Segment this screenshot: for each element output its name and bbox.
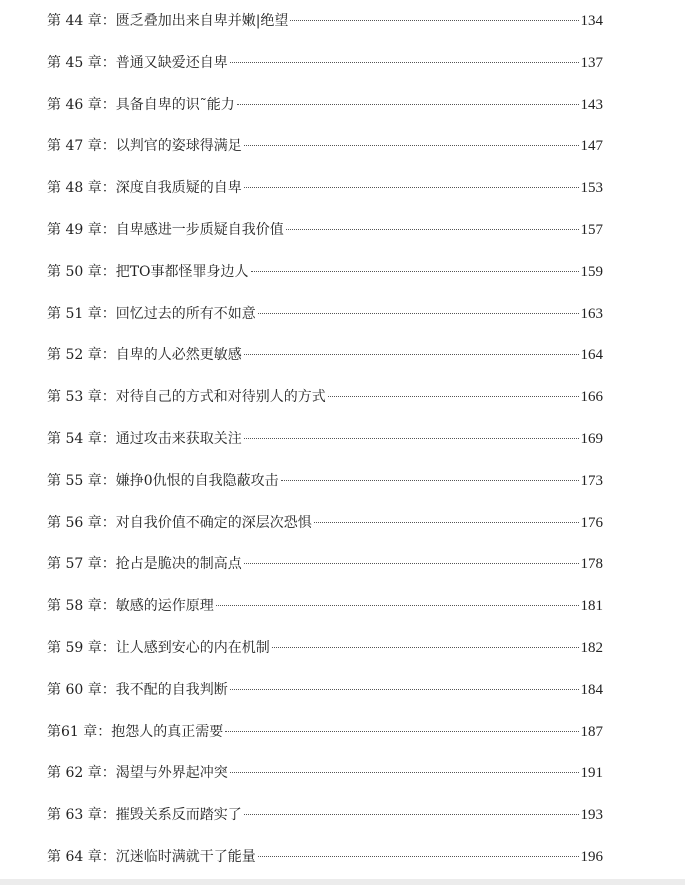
toc-entry[interactable] [47, 259, 603, 301]
toc-chapter-number: 第 48 章 [47, 180, 102, 197]
toc-separator: ： [101, 13, 116, 29]
toc-chapter-number: 第 59 章 [47, 639, 102, 656]
toc-separator: ： [101, 96, 116, 113]
toc-separator: ： [101, 639, 116, 656]
toc-chapter-number: 第 58 章 [47, 598, 102, 615]
toc-chapter-number: 第 46 章 [47, 96, 102, 113]
toc-separator: ： [101, 765, 116, 782]
toc-dot-leader [230, 689, 579, 690]
toc-chapter-title: 自卑感进一步质疑自我价值 [115, 221, 284, 238]
toc-dot-leader [244, 145, 579, 146]
toc-dot-leader [328, 396, 579, 397]
toc-chapter-title: 普通又缺爱还自卑 [115, 54, 228, 71]
toc-chapter-title: 抢占是脆决的制高点 [115, 556, 242, 573]
toc-entry[interactable] [47, 92, 603, 134]
toc-chapter-title: 匮乏叠加出来自卑并嫩|绝望 [115, 13, 289, 29]
toc-entry[interactable] [47, 593, 603, 635]
toc-page-number: 169 [580, 430, 603, 447]
toc-chapter-number: 第 54 章 [47, 430, 102, 447]
toc-entry[interactable] [47, 802, 603, 844]
toc-dot-leader [237, 104, 579, 105]
toc-page-number: 163 [580, 305, 603, 322]
toc-chapter-number: 第 44 章 [47, 13, 102, 29]
toc-chapter-number: 第 64 章 [47, 848, 102, 865]
toc-page-number: 159 [580, 263, 603, 280]
toc-page-number: 178 [580, 556, 603, 573]
toc-page-number: 191 [580, 765, 603, 782]
toc-separator: ： [101, 848, 116, 865]
toc-dot-leader [286, 229, 579, 230]
toc-chapter-title: 抱怨人的真正需要 [111, 723, 224, 740]
toc-chapter-title: 对自我价值不确定的深层次恐惧 [115, 514, 312, 531]
toc-page-number: 173 [580, 472, 603, 489]
toc-dot-leader [290, 20, 578, 21]
toc-entry[interactable] [47, 760, 603, 802]
toc-entry[interactable] [47, 426, 603, 468]
toc-chapter-number: 第 51 章 [47, 305, 102, 322]
toc-dot-leader [230, 772, 579, 773]
toc-separator: ： [97, 723, 112, 740]
toc-separator: ： [101, 221, 116, 238]
toc-chapter-number: 第 53 章 [47, 389, 102, 406]
toc-separator: ： [101, 430, 116, 447]
toc-separator: ： [101, 180, 116, 197]
toc-entry[interactable] [47, 551, 603, 593]
toc-page-number: 134 [580, 13, 603, 29]
toc-dot-leader [244, 187, 579, 188]
toc-entry[interactable] [47, 175, 603, 217]
toc-chapter-title: 敏感的运作原理 [115, 598, 214, 615]
toc-chapter-number: 第 60 章 [47, 681, 102, 698]
toc-page-number: 181 [580, 598, 603, 615]
page-bottom-edge [0, 879, 685, 885]
toc-chapter-number: 第 52 章 [47, 347, 102, 364]
toc-page-number: 137 [580, 54, 603, 71]
toc-dot-leader [314, 522, 579, 523]
toc-entry[interactable] [47, 677, 603, 719]
toc-separator: ： [101, 472, 116, 489]
toc-chapter-title: 深度自我质疑的自卑 [115, 180, 242, 197]
toc-chapter-number: 第 63 章 [47, 807, 102, 824]
toc-chapter-title: 通过攻击来获取关注 [115, 430, 242, 447]
toc-chapter-number: 第 62 章 [47, 765, 102, 782]
toc-chapter-title: 渴望与外界起冲突 [115, 765, 228, 782]
toc-dot-leader [244, 354, 579, 355]
toc-page-number: 143 [580, 96, 603, 113]
toc-entry[interactable] [47, 50, 603, 92]
toc-chapter-number: 第 57 章 [47, 556, 102, 573]
toc-chapter-number: 第 56 章 [47, 514, 102, 531]
toc-separator: ： [101, 305, 116, 322]
toc-chapter-title: 自卑的人必然更敏感 [115, 347, 242, 364]
toc-entry[interactable] [47, 468, 603, 510]
toc-chapter-number: 第 55 章 [47, 472, 102, 489]
toc-entry[interactable] [47, 635, 603, 677]
toc-chapter-title: 回忆过去的所有不如意 [115, 305, 256, 322]
toc-separator: ： [101, 681, 116, 698]
toc-dot-leader [258, 313, 579, 314]
toc-separator: ： [101, 263, 116, 280]
toc-chapter-title: 摧毁关系反而踏实了 [115, 807, 242, 824]
toc-entry[interactable] [47, 719, 603, 761]
toc-separator: ： [101, 514, 116, 531]
toc-dot-leader [244, 814, 579, 815]
toc-dot-leader [225, 731, 578, 732]
toc-page-number: 193 [580, 807, 603, 824]
toc-dot-leader [258, 856, 579, 857]
toc-page-number: 176 [580, 514, 603, 531]
toc-page-number: 153 [580, 180, 603, 197]
toc-chapter-title: 嫌挣0仇恨的自我隐蔽攻击 [115, 472, 279, 489]
toc-dot-leader [244, 438, 579, 439]
toc-dot-leader [230, 62, 579, 63]
toc-entry[interactable] [47, 384, 603, 426]
toc-chapter-title: 以判官的姿球得满足 [115, 138, 242, 155]
toc-dot-leader [272, 647, 579, 648]
toc-dot-leader [244, 563, 579, 564]
toc-page-number: 147 [580, 138, 603, 155]
toc-chapter-number: 第 47 章 [47, 138, 102, 155]
toc-entry[interactable] [47, 301, 603, 343]
toc-separator: ： [101, 54, 116, 71]
toc-page-number: 184 [580, 681, 603, 698]
toc-page-number: 166 [580, 389, 603, 406]
toc-entry[interactable] [47, 217, 603, 259]
toc-separator: ： [101, 598, 116, 615]
toc-entry[interactable] [47, 133, 603, 175]
toc-separator: ： [101, 347, 116, 364]
toc-dot-leader [281, 480, 579, 481]
toc-page-number: 182 [580, 639, 603, 656]
toc-chapter-title: 沉迷临时满就干了能量 [115, 848, 256, 865]
toc-page-number: 187 [580, 723, 603, 740]
toc-entry[interactable] [47, 342, 603, 384]
toc-chapter-number: 第 49 章 [47, 221, 102, 238]
toc-separator: ： [101, 807, 116, 824]
toc-chapter-number: 第 50 章 [47, 263, 102, 280]
toc-chapter-title: 具备自卑的识˜能力 [115, 96, 235, 113]
toc-entry[interactable] [47, 8, 603, 50]
toc-separator: ： [101, 138, 116, 155]
toc-chapter-number: 第 45 章 [47, 54, 102, 71]
toc-entry[interactable] [47, 510, 603, 552]
toc-page-number: 164 [580, 347, 603, 364]
toc-separator: ： [101, 389, 116, 406]
toc-page-number: 196 [580, 848, 603, 865]
toc-page-number: 157 [580, 221, 603, 238]
toc-separator: ： [101, 556, 116, 573]
toc-dot-leader [251, 271, 579, 272]
toc-chapter-number: 第61 章 [47, 723, 98, 740]
toc-dot-leader [216, 605, 579, 606]
table-of-contents [47, 8, 603, 886]
toc-chapter-title: 把TO事都怪罪身边人 [115, 263, 249, 280]
toc-chapter-title: 我不配的自我判断 [115, 681, 228, 698]
toc-chapter-title: 让人感到安心的内在机制 [115, 639, 270, 656]
toc-chapter-title: 对待自己的方式和对待别人的方式 [115, 389, 326, 406]
